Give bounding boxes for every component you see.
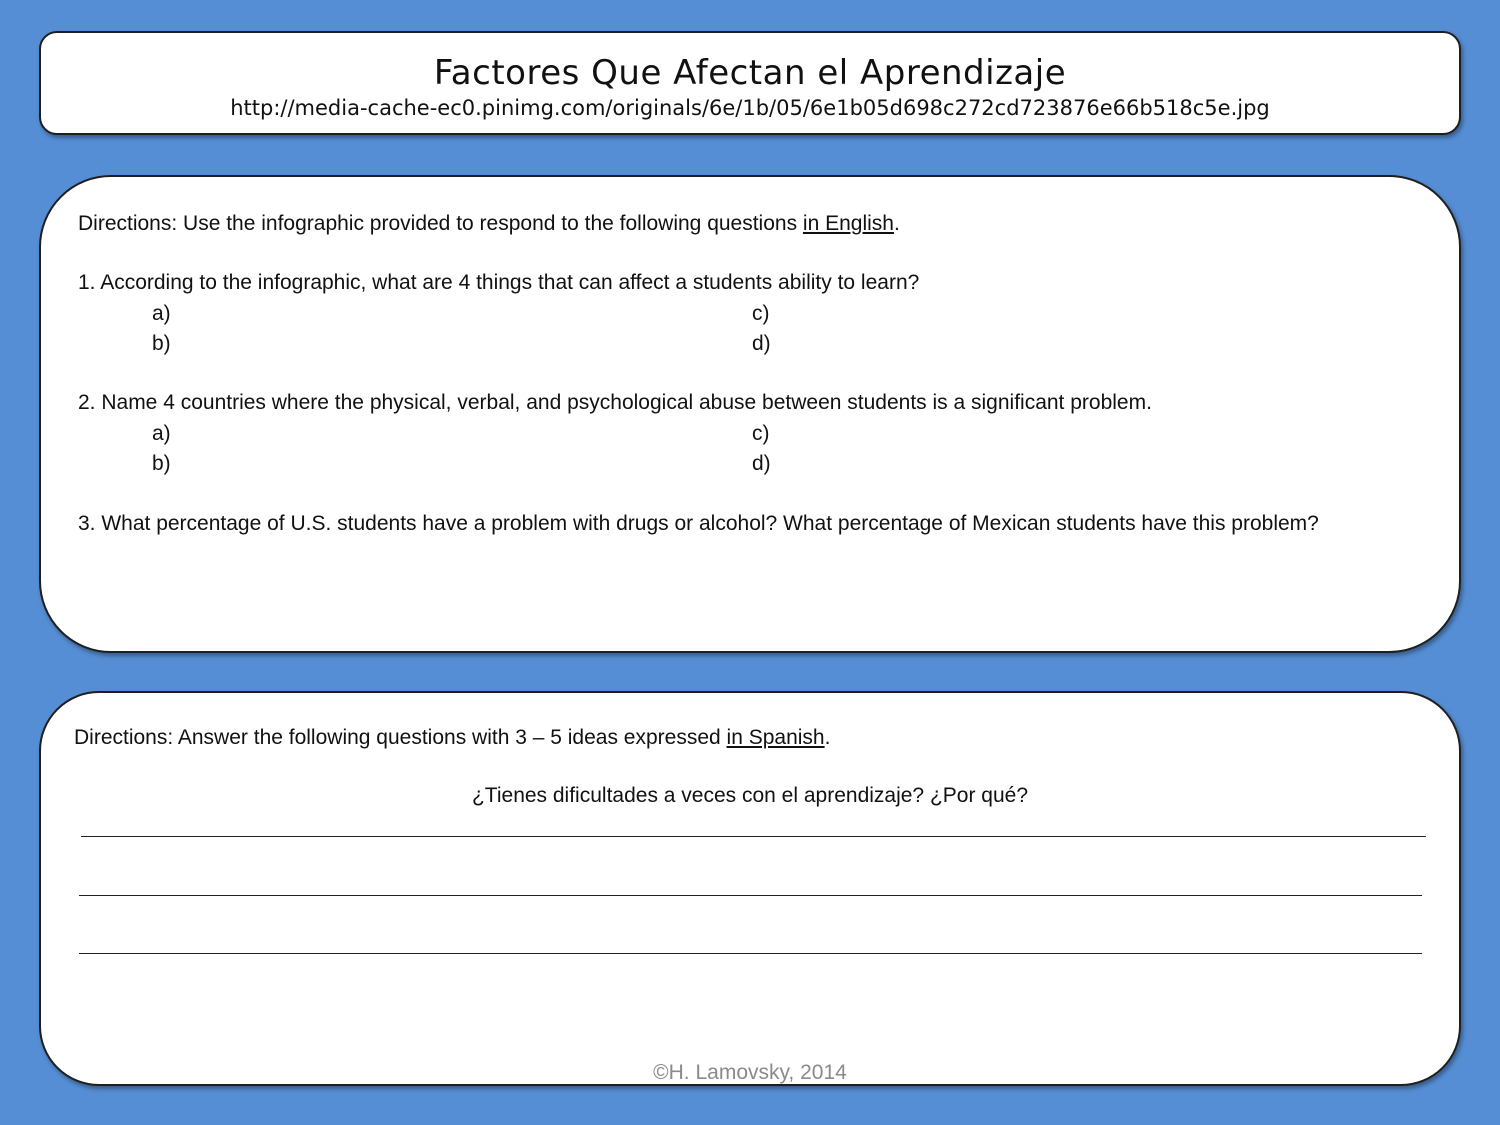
question-2: 2. Name 4 countries where the physical, verbal, and psychological abuse between students is a significant problem. — [78, 391, 1152, 414]
source-url: http://media-cache-ec0.pinimg.com/originals/6e/1b/05/6e1b05d698c272cd723876e66b518c5e.jpg — [230, 96, 1270, 120]
spanish-directions-period: . — [824, 726, 831, 749]
spanish-directions-emphasis: in Spanish — [726, 726, 825, 749]
title-panel — [39, 31, 1461, 135]
question-1: 1. According to the infographic, what are 4 things that can affect a students ability to learn? — [78, 271, 920, 294]
q2-answer-c-label: c) — [752, 422, 770, 445]
spanish-directions-text: Directions: Answer the following questions with 3 – 5 ideas expressed — [74, 726, 727, 749]
answer-line-3[interactable] — [79, 953, 1422, 954]
answer-line-2[interactable] — [79, 895, 1422, 896]
spanish-writing-panel — [39, 691, 1461, 1086]
worksheet-title: Factores Que Afectan el Aprendizaje — [433, 53, 1067, 93]
q1-answer-a-label: a) — [152, 302, 171, 325]
q2-answer-d-label: d) — [752, 452, 771, 475]
english-directions-period: . — [893, 212, 900, 235]
q2-answer-a-label: a) — [152, 422, 171, 445]
answer-line-1[interactable] — [81, 836, 1426, 837]
spanish-question: ¿Tienes dificultades a veces con el aprendizaje? ¿Por qué? — [471, 784, 1029, 807]
english-directions-text: Directions: Use the infographic provided to respond to the following questions — [78, 212, 803, 235]
copyright-notice: ©H. Lamovsky, 2014 — [653, 1061, 847, 1084]
q1-answer-b-label: b) — [152, 332, 171, 355]
spanish-directions — [74, 723, 830, 753]
english-directions-emphasis: in English — [802, 212, 894, 235]
english-directions — [78, 209, 900, 239]
question-3: 3. What percentage of U.S. students have a problem with drugs or alcohol? What percentage of Mexican students have this problem? — [78, 512, 1319, 535]
english-questions-panel — [39, 175, 1461, 653]
q2-answer-b-label: b) — [152, 452, 171, 475]
q1-answer-d-label: d) — [752, 332, 771, 355]
q1-answer-c-label: c) — [752, 302, 770, 325]
